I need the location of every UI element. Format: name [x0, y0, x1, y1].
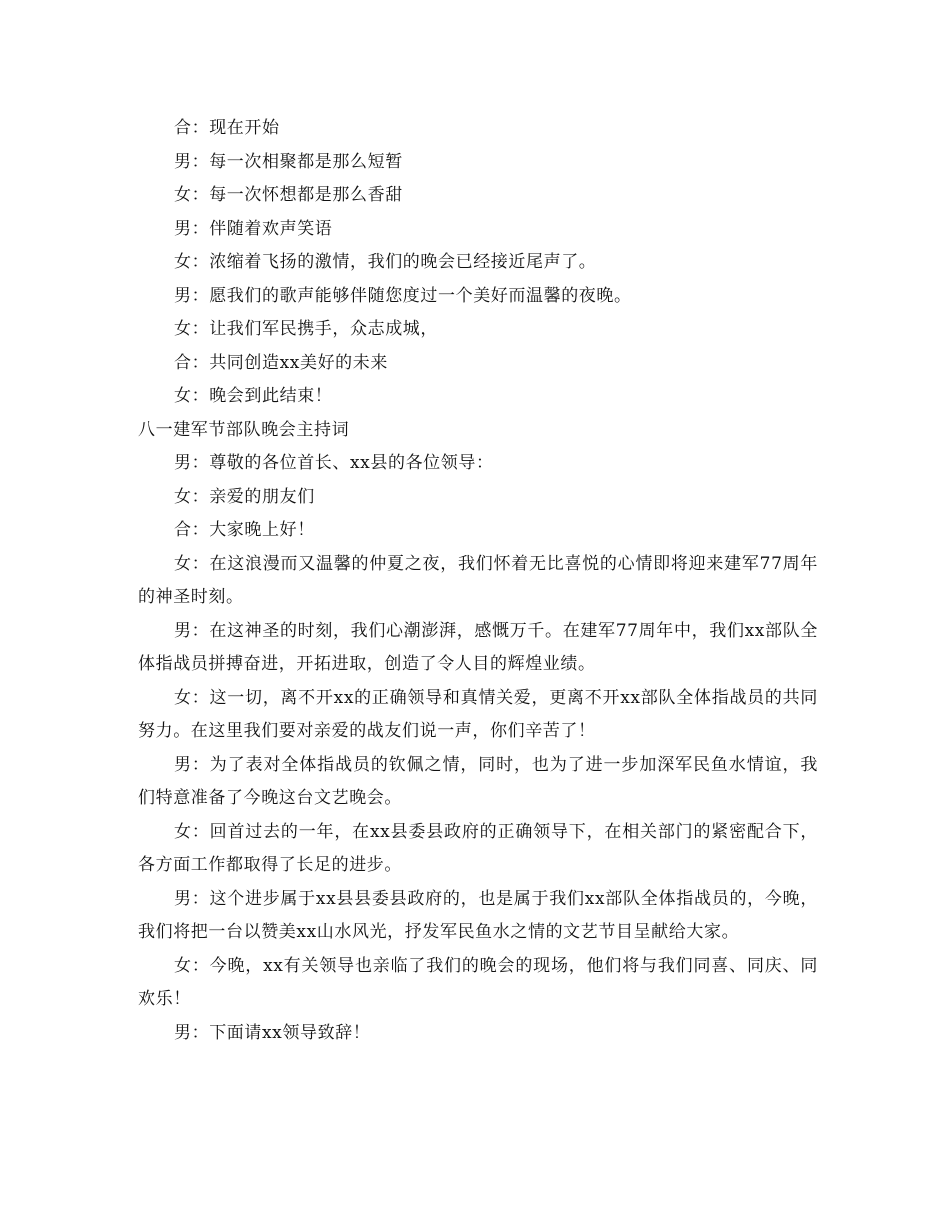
paragraph: 女：每一次怀想都是那么香甜: [174, 185, 403, 205]
paragraph: 男：在这神圣的时刻，我们心潮澎湃，感慨万千。在建军77周年中，我们xx部队全体指战员拼搏奋进，开拓进取，创造了令人目的辉煌业绩。: [138, 620, 818, 674]
paragraph: 男：愿我们的歌声能够伴随您度过一个美好而温馨的夜晚。: [174, 285, 632, 306]
paragraph: 合：现在开始: [174, 118, 280, 138]
section-heading: 八一建军节部队晚会主持词: [138, 419, 350, 440]
paragraph: 女：今晚，xx有关领导也亲临了我们的晚会的现场，他们将与我们同喜、同庆、同欢乐！: [138, 955, 818, 1009]
paragraph: 女：让我们军民携手，众志成城，: [174, 319, 438, 339]
paragraph: 合：共同创造xx美好的未来: [174, 352, 388, 373]
paragraph: 女：回首过去的一年，在xx县委县政府的正确领导下，在相关部门的紧密配合下，各方面工作都取得了长足的进步。: [138, 821, 818, 875]
paragraph: 男：下面请xx领导致辞！: [174, 1022, 371, 1043]
paragraph: 女：晚会到此结束！: [174, 386, 333, 406]
paragraph: 女：浓缩着飞扬的激情，我们的晚会已经接近尾声了。: [174, 252, 597, 272]
paragraph: 女：在这浪漫而又温馨的仲夏之夜，我们怀着无比喜悦的心情即将迎来建军77周年的神圣时刻。: [138, 553, 818, 607]
paragraph: 男：尊敬的各位首长、xx县的各位领导：: [174, 453, 494, 473]
paragraph: 女：这一切，离不开xx的正确领导和真情关爱，更离不开xx部队全体指战员的共同努力。在这里我们要对亲爱的战友们说一声，你们辛苦了！: [138, 687, 818, 741]
paragraph: 男：伴随着欢声笑语: [174, 218, 333, 239]
paragraph: 男：为了表对全体指战员的钦佩之情，同时，也为了进一步加深军民鱼水情谊，我们特意准备了今晚这台文艺晚会。: [138, 754, 818, 808]
document-body: [138, 112, 818, 1050]
paragraph: 男：这个进步属于xx县县委县政府的，也是属于我们xx部队全体指战员的，今晚，我们将把一台以赞美xx山水风光，抒发军民鱼水之情的文艺节目呈献给大家。: [138, 888, 818, 942]
paragraph: 女：亲爱的朋友们: [174, 486, 315, 507]
paragraph: 男：每一次相聚都是那么短暂: [174, 151, 403, 172]
paragraph: 合：大家晚上好！: [174, 520, 315, 540]
